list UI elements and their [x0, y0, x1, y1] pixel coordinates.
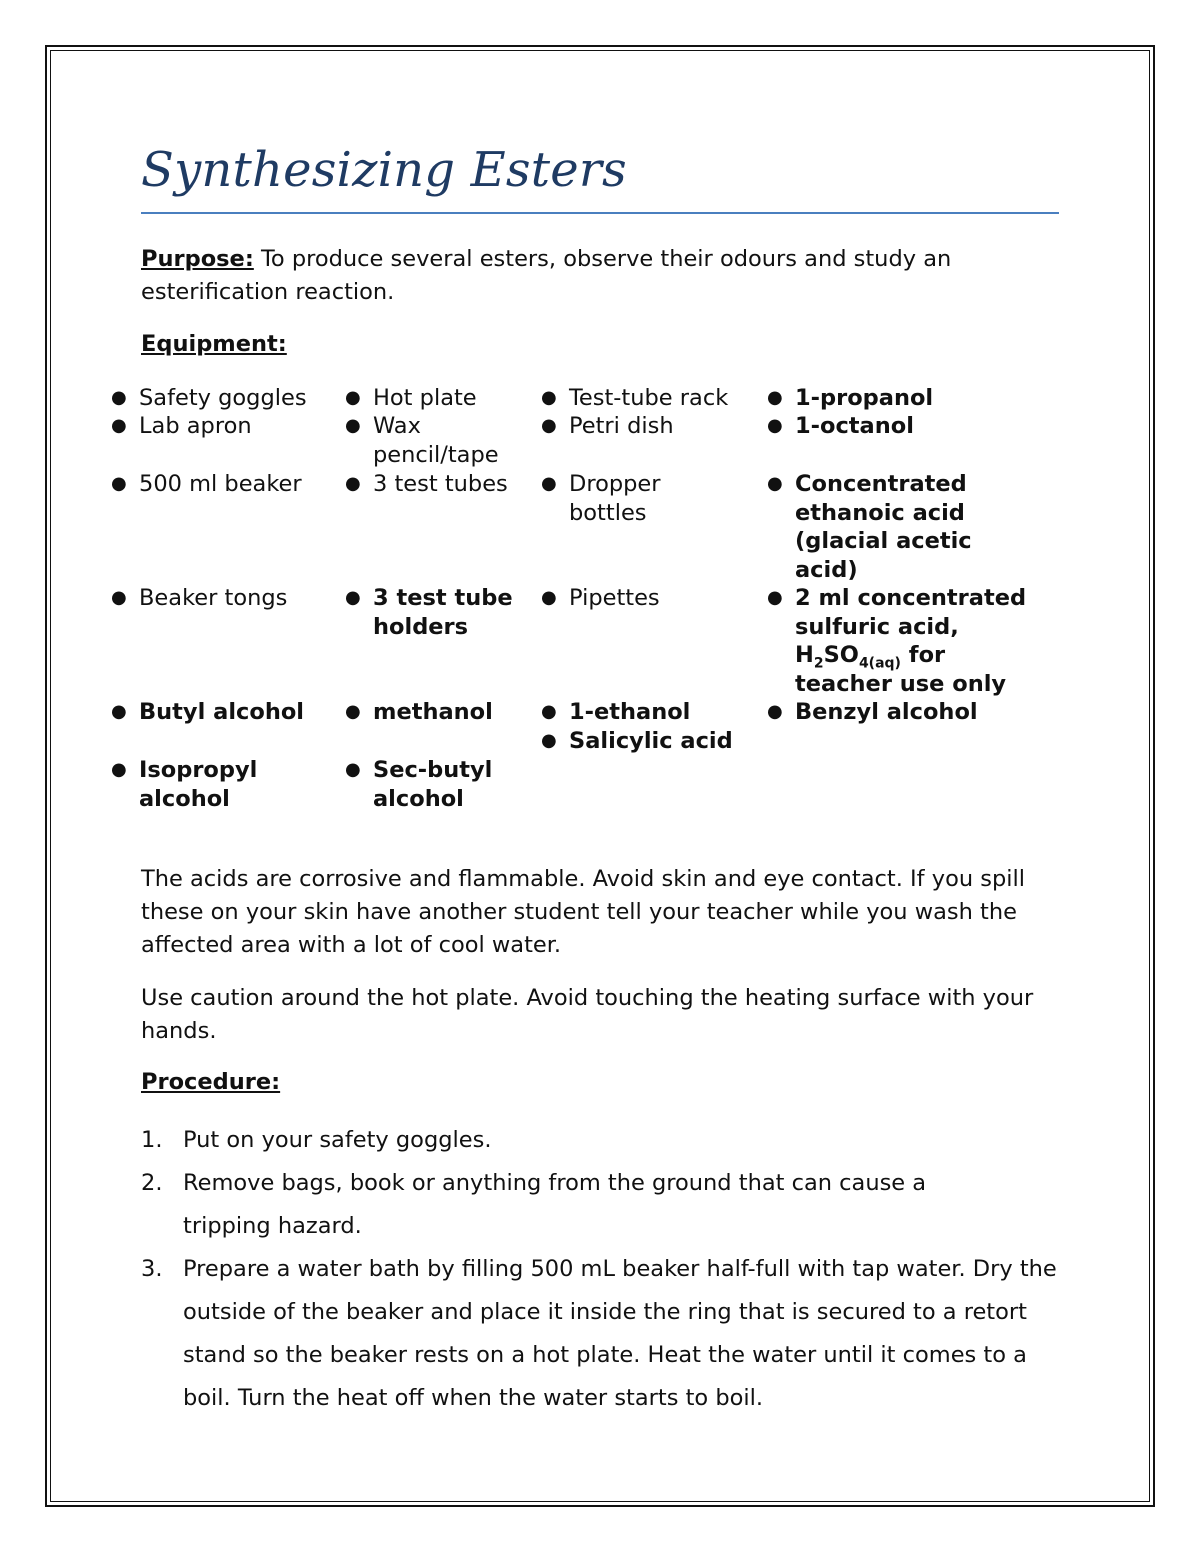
equipment-item: ● Isopropyl alcohol — [111, 757, 258, 812]
purpose-label: Purpose: — [141, 246, 254, 272]
equipment-item: ● 3 test tubes — [345, 471, 508, 497]
purpose-text: To produce several esters, observe their odours and study an esterification reaction. — [141, 246, 952, 305]
procedure-step: 1. Put on your safety goggles. — [141, 1127, 492, 1153]
equipment-item: ● Salicylic acid — [541, 728, 733, 754]
equipment-item: ● 2 ml concentrated sulfuric acid, $H_2SO_{4(aq)}$ for teacher use only — [767, 585, 1027, 697]
procedure-step: 2. Remove bags, book or anything from the ground that can cause a tripping hazard. — [141, 1170, 927, 1239]
equipment-item: ● Butyl alcohol — [111, 699, 305, 725]
equipment-item: ● Pipettes — [541, 585, 660, 611]
equipment-item: ● Safety goggles — [111, 385, 307, 411]
procedure-step: 3. Prepare a water bath by filling 500 mL beaker half-full with tap water. Dry the outside of the beaker and place it inside the ring that is secured to a retort stand so the beaker rests on a hot plate. Heat the water until it comes to a boil. Turn the heat off when the water starts to boil. — [141, 1256, 1057, 1411]
safety-paragraph: The acids are corrosive and flammable. Avoid skin and eye contact. If you spill these on your skin have another student tell your teacher while you wash the affected area with a lot of cool water. — [141, 866, 1026, 958]
procedure-steps — [141, 1119, 1061, 1420]
equipment-item: ● Test-tube rack — [541, 385, 729, 411]
document-title: Synthesizing Esters — [141, 142, 627, 198]
purpose-paragraph — [141, 243, 1041, 309]
hot-plate-caution: Use caution around the hot plate. Avoid touching the heating surface with your hands. — [141, 985, 1034, 1044]
equipment-heading: Equipment: — [141, 331, 287, 357]
equipment-item: ● Dropper bottles — [541, 471, 661, 526]
equipment-item: ● Beaker tongs — [111, 585, 288, 611]
equipment-item: ● 1-ethanol — [541, 699, 691, 725]
sulfuric-acid-formula: $H_2SO_{4(aq)}$ for — [795, 642, 946, 672]
equipment-item: ● methanol — [345, 699, 493, 725]
equipment-item: ● 1-octanol — [767, 413, 914, 439]
equipment-item: ● Sec-butyl alcohol — [345, 757, 493, 812]
equipment-item: ● Lab apron — [111, 413, 252, 439]
equipment-item: ● 500 ml beaker — [111, 471, 302, 497]
equipment-item: ● Wax pencil/tape — [345, 413, 499, 468]
equipment-item: ● 1-propanol — [767, 385, 934, 411]
equipment-item: ● Hot plate — [345, 385, 477, 411]
title-rule — [141, 212, 1059, 214]
equipment-item: ● Petri dish — [541, 413, 674, 439]
procedure-heading: Procedure: — [141, 1069, 281, 1095]
equipment-item: ● 3 test tube holders — [345, 585, 513, 640]
equipment-item: ● Benzyl alcohol — [767, 699, 978, 725]
equipment-item: ● Concentrated ethanoic acid (glacial acetic acid) — [767, 471, 972, 583]
